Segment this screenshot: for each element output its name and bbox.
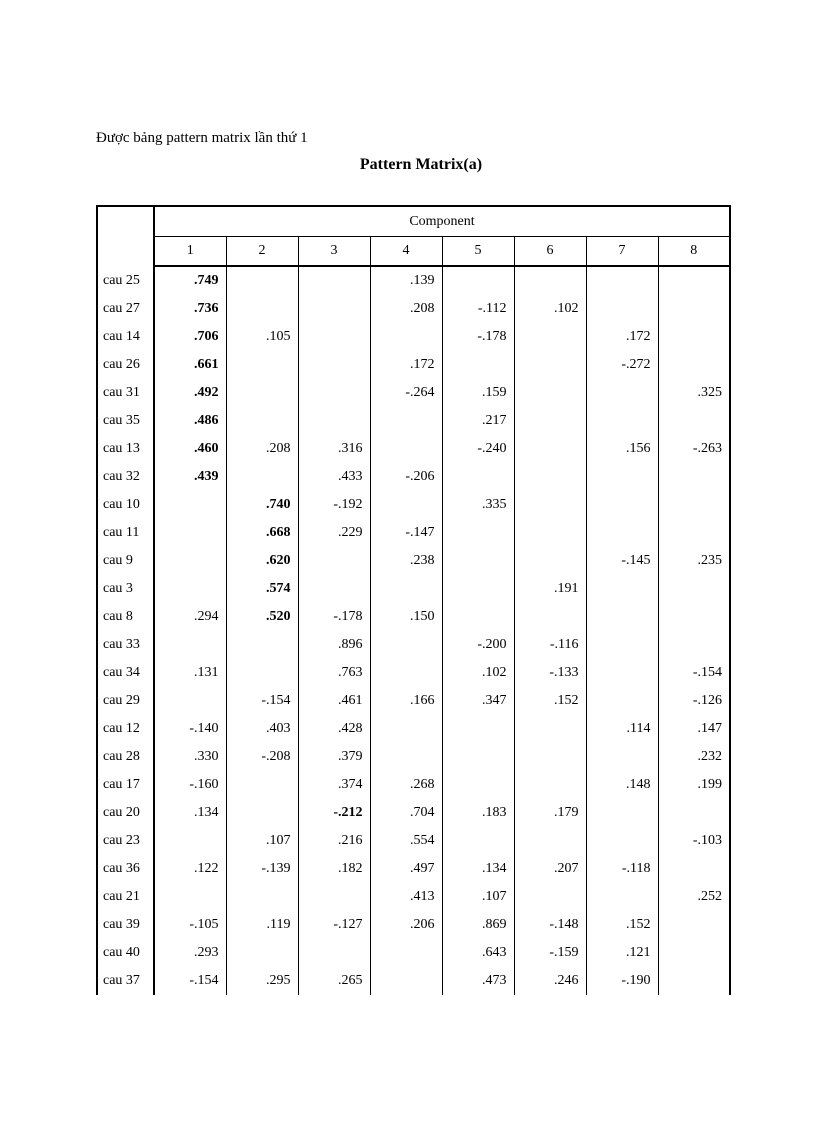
loading-cell: -.148 — [514, 911, 586, 939]
loading-cell: -.116 — [514, 631, 586, 659]
loading-cell: -.154 — [154, 967, 226, 995]
loading-cell: .295 — [226, 967, 298, 995]
loading-cell — [370, 435, 442, 463]
table-row — [97, 939, 730, 967]
row-label: cau 28 — [97, 743, 154, 771]
row-label: cau 40 — [97, 939, 154, 967]
loading-cell: .492 — [154, 379, 226, 407]
loading-cell — [226, 266, 298, 295]
loading-cell: .207 — [514, 855, 586, 883]
loading-cell — [586, 407, 658, 435]
loading-cell: .347 — [442, 687, 514, 715]
row-label: cau 35 — [97, 407, 154, 435]
matrix-body — [97, 266, 730, 995]
loading-cell — [586, 491, 658, 519]
loading-cell: .668 — [226, 519, 298, 547]
table-row — [97, 266, 730, 295]
loading-cell: .736 — [154, 295, 226, 323]
loading-cell — [658, 323, 730, 351]
loading-cell — [442, 266, 514, 295]
loading-cell — [370, 715, 442, 743]
loading-cell: .704 — [370, 799, 442, 827]
pattern-matrix-table — [96, 205, 731, 995]
loading-cell: .179 — [514, 799, 586, 827]
loading-cell: .102 — [514, 295, 586, 323]
loading-cell: .134 — [442, 855, 514, 883]
loading-cell: .473 — [442, 967, 514, 995]
component-number-row — [97, 237, 730, 267]
loading-cell: .460 — [154, 435, 226, 463]
loading-cell — [658, 295, 730, 323]
row-label: cau 10 — [97, 491, 154, 519]
row-label: cau 20 — [97, 799, 154, 827]
loading-cell: .107 — [442, 883, 514, 911]
loading-cell — [154, 575, 226, 603]
loading-cell: .294 — [154, 603, 226, 631]
loading-cell: .428 — [298, 715, 370, 743]
row-label: cau 17 — [97, 771, 154, 799]
loading-cell — [514, 827, 586, 855]
loading-cell — [442, 827, 514, 855]
loading-cell — [370, 967, 442, 995]
loading-cell — [442, 351, 514, 379]
loading-cell: .661 — [154, 351, 226, 379]
loading-cell: -.192 — [298, 491, 370, 519]
component-number: 3 — [298, 237, 370, 267]
table-row — [97, 799, 730, 827]
loading-cell — [370, 659, 442, 687]
row-label: cau 21 — [97, 883, 154, 911]
table-row — [97, 827, 730, 855]
loading-cell — [226, 407, 298, 435]
loading-cell — [586, 687, 658, 715]
loading-cell: .293 — [154, 939, 226, 967]
component-number: 6 — [514, 237, 586, 267]
loading-cell: .763 — [298, 659, 370, 687]
row-label: cau 13 — [97, 435, 154, 463]
loading-cell: .131 — [154, 659, 226, 687]
loading-cell: -.160 — [154, 771, 226, 799]
loading-cell: .620 — [226, 547, 298, 575]
loading-cell — [586, 743, 658, 771]
loading-cell: .265 — [298, 967, 370, 995]
loading-cell — [658, 603, 730, 631]
table-row — [97, 743, 730, 771]
loading-cell: -.154 — [658, 659, 730, 687]
table-row — [97, 715, 730, 743]
loading-cell: .208 — [226, 435, 298, 463]
table-row — [97, 603, 730, 631]
table-row — [97, 463, 730, 491]
loading-cell — [586, 519, 658, 547]
loading-cell: -.145 — [586, 547, 658, 575]
loading-cell: .208 — [370, 295, 442, 323]
table-row — [97, 519, 730, 547]
loading-cell: -.190 — [586, 967, 658, 995]
loading-cell — [298, 323, 370, 351]
loading-cell — [154, 883, 226, 911]
loading-cell — [226, 379, 298, 407]
loading-cell: .107 — [226, 827, 298, 855]
loading-cell: .152 — [514, 687, 586, 715]
loading-cell: -.206 — [370, 463, 442, 491]
loading-cell — [586, 659, 658, 687]
loading-cell — [658, 491, 730, 519]
loading-cell — [586, 295, 658, 323]
loading-cell: .191 — [514, 575, 586, 603]
loading-cell: -.112 — [442, 295, 514, 323]
loading-cell — [298, 939, 370, 967]
loading-cell: .574 — [226, 575, 298, 603]
loading-cell: .121 — [586, 939, 658, 967]
loading-cell: .461 — [298, 687, 370, 715]
table-row — [97, 911, 730, 939]
loading-cell — [226, 659, 298, 687]
loading-cell — [514, 379, 586, 407]
component-header: Component — [154, 206, 730, 237]
loading-cell — [658, 575, 730, 603]
loading-cell: -.200 — [442, 631, 514, 659]
loading-cell: .232 — [658, 743, 730, 771]
row-label: cau 33 — [97, 631, 154, 659]
loading-cell: .374 — [298, 771, 370, 799]
loading-cell — [298, 575, 370, 603]
loading-cell: .403 — [226, 715, 298, 743]
loading-cell — [442, 603, 514, 631]
table-row — [97, 435, 730, 463]
table-title: Pattern Matrix(a) — [359, 156, 483, 173]
loading-cell: .520 — [226, 603, 298, 631]
table-row — [97, 659, 730, 687]
loading-cell — [154, 827, 226, 855]
loading-cell: .335 — [442, 491, 514, 519]
row-label: cau 9 — [97, 547, 154, 575]
loading-cell — [298, 295, 370, 323]
loading-cell: -.264 — [370, 379, 442, 407]
loading-cell — [514, 603, 586, 631]
loading-cell — [658, 351, 730, 379]
loading-cell: -.159 — [514, 939, 586, 967]
loading-cell — [442, 519, 514, 547]
loading-cell: .238 — [370, 547, 442, 575]
loading-cell — [514, 715, 586, 743]
loading-cell: -.178 — [298, 603, 370, 631]
loading-cell — [658, 939, 730, 967]
loading-cell — [154, 519, 226, 547]
loading-cell: -.147 — [370, 519, 442, 547]
table-row — [97, 883, 730, 911]
loading-cell: -.154 — [226, 687, 298, 715]
loading-cell: .413 — [370, 883, 442, 911]
loading-cell — [586, 266, 658, 295]
loading-cell: .216 — [298, 827, 370, 855]
loading-cell — [658, 799, 730, 827]
loading-cell — [370, 407, 442, 435]
loading-cell: .182 — [298, 855, 370, 883]
component-number: 1 — [154, 237, 226, 267]
loading-cell: .554 — [370, 827, 442, 855]
loading-cell: -.103 — [658, 827, 730, 855]
loading-cell: -.272 — [586, 351, 658, 379]
loading-cell — [658, 967, 730, 995]
loading-cell: .235 — [658, 547, 730, 575]
loading-cell — [442, 715, 514, 743]
row-label: cau 14 — [97, 323, 154, 351]
row-label: cau 26 — [97, 351, 154, 379]
loading-cell: .147 — [658, 715, 730, 743]
loading-cell: .379 — [298, 743, 370, 771]
loading-cell — [442, 463, 514, 491]
loading-cell: .166 — [370, 687, 442, 715]
loading-cell — [370, 631, 442, 659]
loading-cell — [226, 939, 298, 967]
row-label: cau 11 — [97, 519, 154, 547]
loading-cell: .869 — [442, 911, 514, 939]
loading-cell: -.208 — [226, 743, 298, 771]
row-label: cau 32 — [97, 463, 154, 491]
table-row — [97, 547, 730, 575]
row-label: cau 12 — [97, 715, 154, 743]
loading-cell: .183 — [442, 799, 514, 827]
loading-cell — [154, 491, 226, 519]
loading-cell — [658, 519, 730, 547]
loading-cell — [226, 463, 298, 491]
table-row — [97, 295, 730, 323]
loading-cell: .896 — [298, 631, 370, 659]
row-label: cau 27 — [97, 295, 154, 323]
loading-cell: -.212 — [298, 799, 370, 827]
loading-cell — [298, 351, 370, 379]
loading-cell: .206 — [370, 911, 442, 939]
loading-cell: .706 — [154, 323, 226, 351]
loading-cell — [154, 687, 226, 715]
loading-cell: -.118 — [586, 855, 658, 883]
loading-cell: -.139 — [226, 855, 298, 883]
loading-cell — [514, 491, 586, 519]
row-label: cau 37 — [97, 967, 154, 995]
loading-cell: .152 — [586, 911, 658, 939]
loading-cell — [658, 407, 730, 435]
intro-text: Được bảng pattern matrix lần thứ 1 — [96, 130, 308, 146]
loading-cell — [586, 575, 658, 603]
loading-cell: .740 — [226, 491, 298, 519]
loading-cell — [226, 631, 298, 659]
loading-cell: .749 — [154, 266, 226, 295]
row-label: cau 34 — [97, 659, 154, 687]
loading-cell — [586, 603, 658, 631]
loading-cell: .105 — [226, 323, 298, 351]
loading-cell — [658, 911, 730, 939]
loading-cell: .486 — [154, 407, 226, 435]
loading-cell — [586, 799, 658, 827]
loading-cell: .439 — [154, 463, 226, 491]
loading-cell: .252 — [658, 883, 730, 911]
component-number: 5 — [442, 237, 514, 267]
loading-cell — [658, 266, 730, 295]
loading-cell — [226, 295, 298, 323]
loading-cell — [586, 631, 658, 659]
loading-cell — [154, 631, 226, 659]
loading-cell: -.178 — [442, 323, 514, 351]
loading-cell — [658, 631, 730, 659]
loading-cell: .325 — [658, 379, 730, 407]
component-number: 4 — [370, 237, 442, 267]
loading-cell — [514, 407, 586, 435]
loading-cell — [514, 547, 586, 575]
loading-cell: -.127 — [298, 911, 370, 939]
loading-cell — [226, 799, 298, 827]
loading-cell — [154, 547, 226, 575]
loading-cell — [442, 547, 514, 575]
loading-cell — [370, 323, 442, 351]
loading-cell: -.140 — [154, 715, 226, 743]
loading-cell: -.133 — [514, 659, 586, 687]
table-row — [97, 687, 730, 715]
loading-cell — [514, 351, 586, 379]
loading-cell: .159 — [442, 379, 514, 407]
loading-cell: .172 — [586, 323, 658, 351]
table-row — [97, 323, 730, 351]
loading-cell — [226, 883, 298, 911]
loading-cell — [370, 743, 442, 771]
loading-cell — [298, 883, 370, 911]
loading-cell — [370, 939, 442, 967]
loading-cell: .172 — [370, 351, 442, 379]
loading-cell — [586, 379, 658, 407]
loading-cell — [658, 855, 730, 883]
loading-cell — [586, 827, 658, 855]
loading-cell — [586, 463, 658, 491]
loading-cell — [514, 323, 586, 351]
table-row — [97, 491, 730, 519]
loading-cell — [442, 771, 514, 799]
loading-cell — [370, 575, 442, 603]
loading-cell — [226, 771, 298, 799]
loading-cell: .246 — [514, 967, 586, 995]
loading-cell — [658, 463, 730, 491]
loading-cell: .268 — [370, 771, 442, 799]
table-row — [97, 967, 730, 995]
loading-cell: .643 — [442, 939, 514, 967]
table-row — [97, 771, 730, 799]
table-row — [97, 575, 730, 603]
table-row — [97, 407, 730, 435]
row-label: cau 36 — [97, 855, 154, 883]
loading-cell: .102 — [442, 659, 514, 687]
row-label: cau 31 — [97, 379, 154, 407]
loading-cell — [514, 519, 586, 547]
loading-cell — [514, 266, 586, 295]
component-number: 2 — [226, 237, 298, 267]
table-row — [97, 351, 730, 379]
loading-cell — [514, 771, 586, 799]
table-row — [97, 855, 730, 883]
loading-cell — [586, 883, 658, 911]
loading-cell — [442, 575, 514, 603]
loading-cell — [514, 435, 586, 463]
row-label: cau 3 — [97, 575, 154, 603]
loading-cell: -.263 — [658, 435, 730, 463]
loading-cell: .122 — [154, 855, 226, 883]
component-number: 8 — [658, 237, 730, 267]
loading-cell: .497 — [370, 855, 442, 883]
loading-cell: .150 — [370, 603, 442, 631]
loading-cell — [298, 547, 370, 575]
loading-cell: .217 — [442, 407, 514, 435]
table-row — [97, 631, 730, 659]
table-row — [97, 379, 730, 407]
loading-cell: -.105 — [154, 911, 226, 939]
corner-cell — [97, 206, 154, 266]
loading-cell — [514, 883, 586, 911]
loading-cell: .199 — [658, 771, 730, 799]
loading-cell — [298, 407, 370, 435]
loading-cell: .229 — [298, 519, 370, 547]
loading-cell — [370, 491, 442, 519]
row-label: cau 23 — [97, 827, 154, 855]
loading-cell — [514, 463, 586, 491]
row-label: cau 25 — [97, 266, 154, 295]
loading-cell: .433 — [298, 463, 370, 491]
loading-cell: .139 — [370, 266, 442, 295]
loading-cell: .134 — [154, 799, 226, 827]
loading-cell — [226, 351, 298, 379]
loading-cell: .148 — [586, 771, 658, 799]
loading-cell: -.126 — [658, 687, 730, 715]
loading-cell: .114 — [586, 715, 658, 743]
loading-cell: .330 — [154, 743, 226, 771]
loading-cell — [514, 743, 586, 771]
row-label: cau 39 — [97, 911, 154, 939]
loading-cell — [298, 379, 370, 407]
loading-cell: .156 — [586, 435, 658, 463]
loading-cell: .316 — [298, 435, 370, 463]
row-label: cau 29 — [97, 687, 154, 715]
component-number: 7 — [586, 237, 658, 267]
loading-cell: .119 — [226, 911, 298, 939]
loading-cell — [442, 743, 514, 771]
loading-cell — [298, 266, 370, 295]
row-label: cau 8 — [97, 603, 154, 631]
loading-cell: -.240 — [442, 435, 514, 463]
